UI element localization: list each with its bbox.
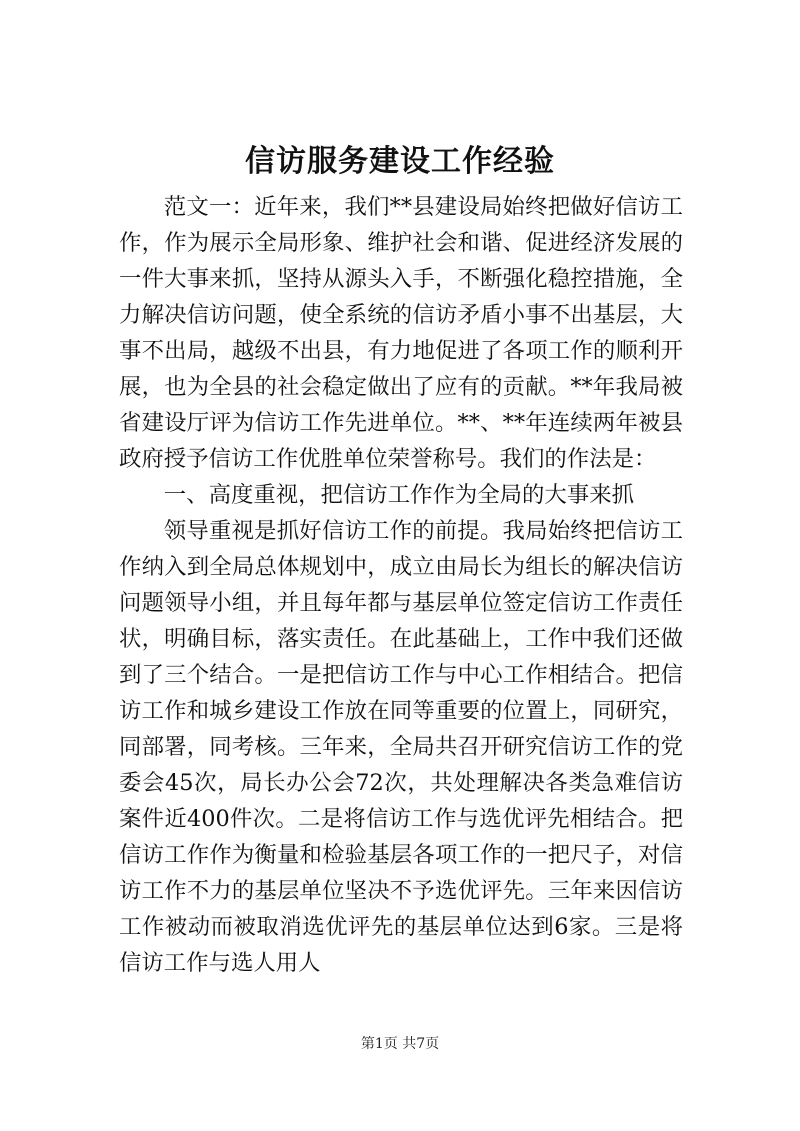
paragraph-intro: 范文一：近年来，我们**县建设局始终把做好信访工作，作为展示全局形象、维护社会和谐、促进经济发展的一件大事来抓，坚持从源头入手，不断强化稳控措施，全力解决信访问题，使全系统的信访矛盾小事不出基层，大事不出局，越级不出县，有力地促进了各项工作的顺利开展，也为全县的社会稳定做出了应有的贡献。**年我局被省建设厅评为信访工作先进单位。**、**年连续两年被县政府授予信访工作优胜单位荣誉称号。我们的作法是： [119, 194, 683, 472]
section-heading-1: 一、高度重视，把信访工作作为全局的大事来抓 [163, 482, 634, 508]
page-footer: 第1页 共7页 [360, 1036, 440, 1052]
document-body [119, 189, 683, 981]
document-title: 信访服务建设工作经验 [245, 144, 555, 179]
paragraph-leadership: 领导重视是抓好信访工作的前提。我局始终把信访工作纳入到全局总体规划中，成立由局长为组长的解决信访问题领导小组，并且每年都与基层单位签定信访工作责任状，明确目标，落实责任。在此基础上，工作中我们还做到了三个结合。一是把信访工作与中心工作相结合。把信访工作和城乡建设工作放在同等重要的位置上，同研究，同部署，同考核。三年来，全局共召开研究信访工作的党委会45次，局长办公会72次，共处理解决各类急难信访案件近400件次。二是将信访工作与选优评先相结合。把信访工作作为衡量和检验基层各项工作的一把尺子，对信访工作不力的基层单位坚决不予选优评先。三年来因信访工作被动而被取消选优评先的基层单位达到6家。三是将信访工作与选人用人 [119, 518, 683, 976]
